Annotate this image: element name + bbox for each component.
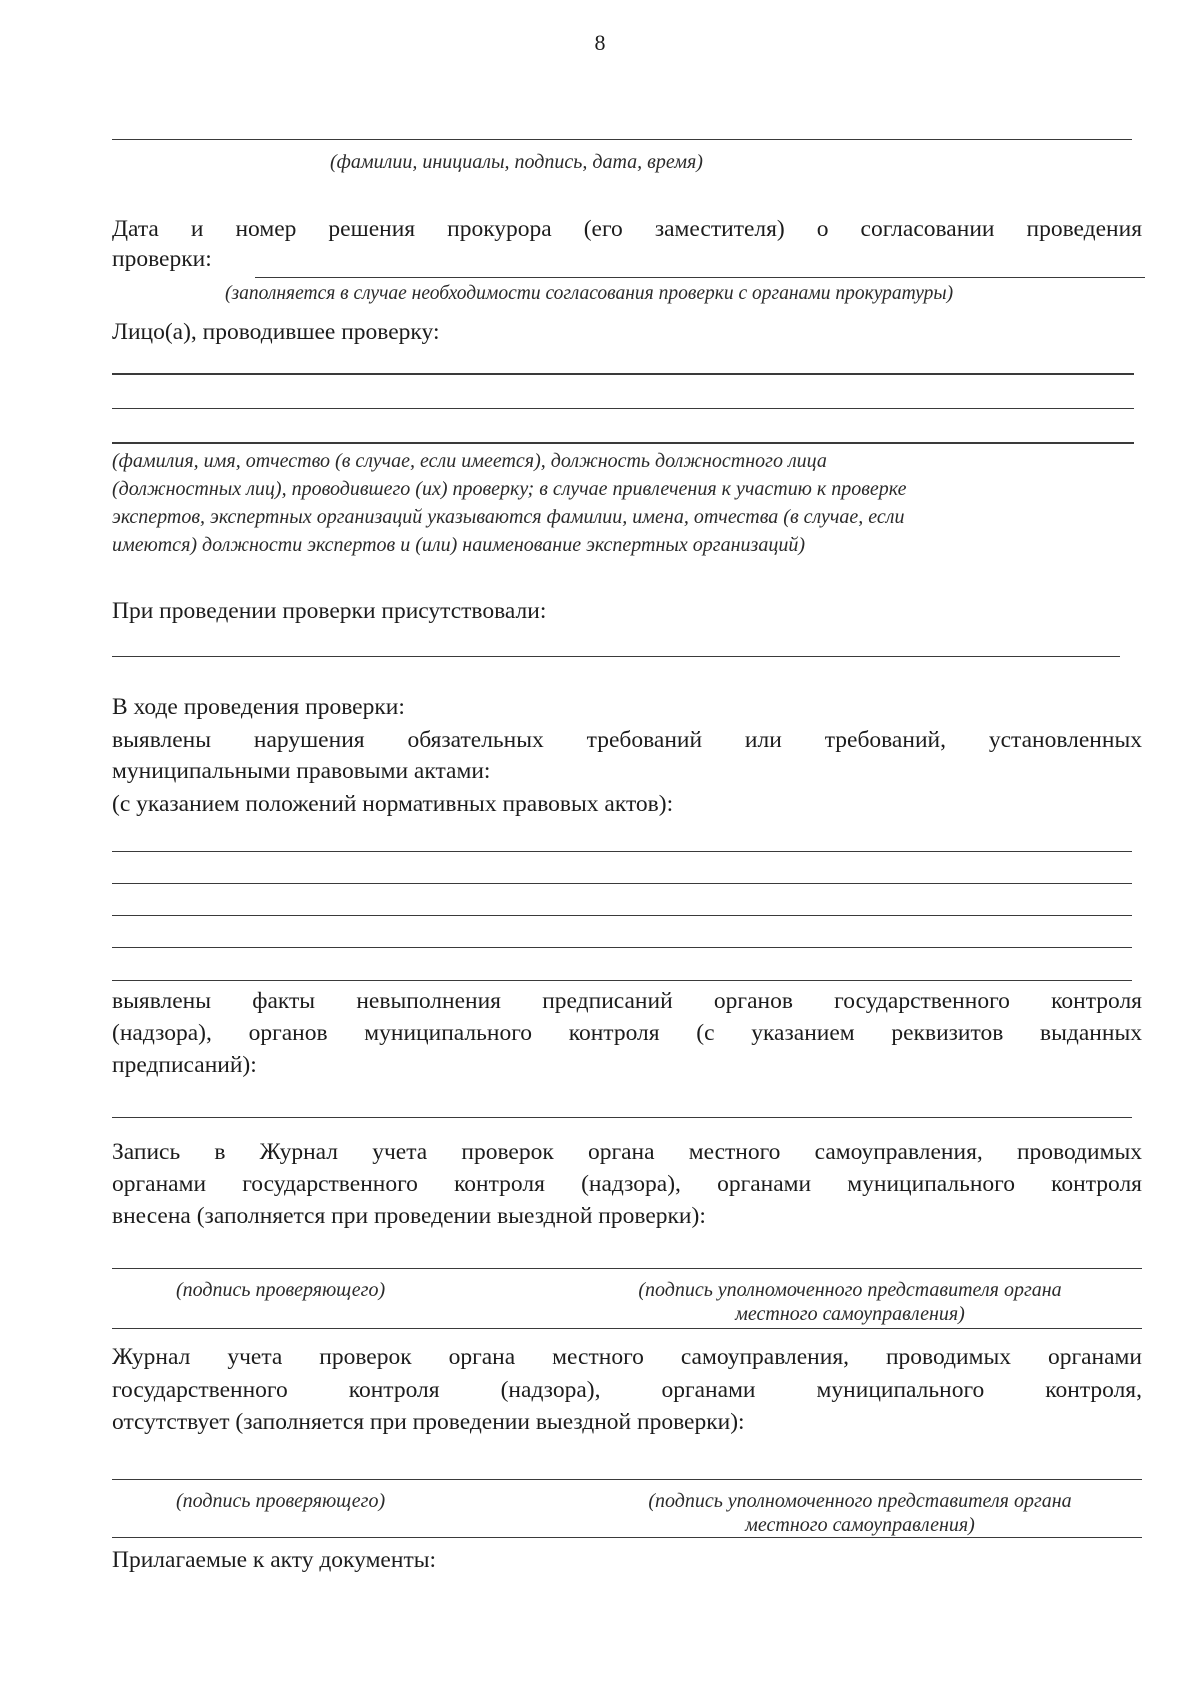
violations-heading: В ходе проведения проверки: [112, 694, 405, 720]
prosecutor-note: (заполняется в случае необходимости согласования проверки с органами прокуратуры) [225, 283, 954, 304]
page-number: 8 [594, 30, 606, 55]
journal-absent-sig-rep-line1: (подпись уполномоченного представителя органа [648, 1490, 1072, 1512]
violations-line1: выявлены нарушения обязательных требований или требований, установленных [112, 727, 1142, 753]
violations-field-2[interactable] [112, 883, 1132, 884]
journal-absent-signature-line[interactable] [112, 1479, 1142, 1480]
inspector-field-1[interactable] [112, 373, 1134, 375]
inspector-note-line-3: экспертов, экспертных организаций указываются фамилии, имена, отчества (в случае, если [112, 506, 905, 528]
violations-field-5[interactable] [112, 980, 1132, 981]
prosecutor-line1: Дата и номер решения прокурора (его заместителя) о согласовании проведения [112, 216, 1142, 242]
inspector-note-line-2: (должностных лиц), проводившего (их) проверку; в случае привлечения к участию к проверке [112, 478, 907, 500]
journal-entry-bottom-rule [112, 1328, 1142, 1329]
inspector-note [112, 449, 1152, 561]
violations-line3: (с указанием положений нормативных правовых актов): [112, 791, 674, 817]
nonfulfillment-field[interactable] [112, 1117, 1132, 1118]
violations-line2: муниципальными правовыми актами: [112, 758, 491, 784]
nonfulfillment-line1: выявлены факты невыполнения предписаний органов государственного контроля [112, 988, 1142, 1014]
journal-absent-line3: отсутствует (заполняется при проведении выездной проверки): [112, 1409, 745, 1435]
journal-absent-line1: Журнал учета проверок органа местного самоуправления, проводимых органами [112, 1344, 1142, 1370]
journal-absent-sig-inspector: (подпись проверяющего) [176, 1490, 386, 1512]
inspector-field-2[interactable] [112, 408, 1134, 409]
journal-entry-line1: Запись в Журнал учета проверок органа местного самоуправления, проводимых [112, 1139, 1142, 1165]
journal-entry-line3: внесена (заполняется при проведении выездной проверки): [112, 1203, 706, 1229]
journal-entry-sig-rep [560, 1278, 1140, 1327]
journal-absent-bottom-rule [112, 1537, 1142, 1538]
inspector-note-line-4: имеются) должности экспертов и (или) наименование экспертных организаций) [112, 534, 805, 556]
violations-field-3[interactable] [112, 915, 1132, 916]
journal-absent-sig-rep [570, 1489, 1150, 1538]
caption-top: (фамилии, инициалы, подпись, дата, время) [330, 151, 703, 173]
present-field[interactable] [112, 656, 1120, 657]
inspector-field-3[interactable] [112, 442, 1134, 444]
journal-entry-sig-inspector: (подпись проверяющего) [176, 1279, 386, 1301]
violations-field-1[interactable] [112, 851, 1132, 852]
prosecutor-label: проверки: [112, 246, 212, 272]
inspector-note-line-1: (фамилия, имя, отчество (в случае, если имеется), должность должностного лица [112, 450, 827, 472]
nonfulfillment-line3: предписаний): [112, 1052, 257, 1078]
journal-absent-sig-rep-line2: местного самоуправления) [745, 1514, 975, 1537]
journal-entry-sig-rep-line2: местного самоуправления) [735, 1303, 965, 1326]
journal-absent-line2: государственного контроля (надзора), органами муниципального контроля, [112, 1377, 1142, 1403]
present-label: При проведении проверки присутствовали: [112, 598, 547, 624]
signature-line-top[interactable] [112, 139, 1132, 140]
violations-field-4[interactable] [112, 947, 1132, 948]
nonfulfillment-line2: (надзора), органов муниципального контроля (с указанием реквизитов выданных [112, 1020, 1142, 1046]
prosecutor-decision-field[interactable] [255, 277, 1145, 278]
attachments-label: Прилагаемые к акту документы: [112, 1547, 437, 1573]
journal-entry-sig-rep-line1: (подпись уполномоченного представителя органа [638, 1279, 1062, 1301]
inspector-label: Лицо(а), проводившее проверку: [112, 319, 440, 345]
journal-entry-signature-line[interactable] [112, 1268, 1142, 1269]
journal-entry-line2: органами государственного контроля (надзора), органами муниципального контроля [112, 1171, 1142, 1197]
